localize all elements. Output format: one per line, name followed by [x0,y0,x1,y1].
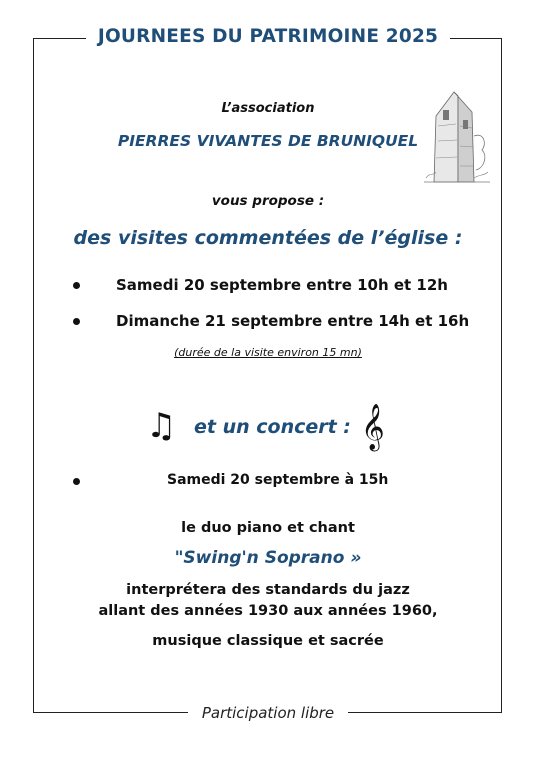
concert-description-line: interprétera des standards du jazz [126,582,410,598]
organization-name: PIERRES VIVANTES DE BRUNIQUEL [117,132,419,150]
bullet-icon [73,478,80,485]
proposes-text: vous propose : [211,193,325,209]
concert-heading-row [0,402,536,452]
concert-heading: et un concert : [194,416,351,438]
performer-intro: le duo piano et chant [181,520,355,536]
concert-description-line: allant des années 1930 aux années 1960, [98,603,438,619]
footer-wrap [0,703,536,723]
bullet-icon [73,318,80,325]
concert-date-text: Samedi 20 septembre à 15h [167,472,389,488]
page-title: JOURNEES DU PATRIMOINE 2025 [86,26,450,47]
music-note-icon: ♫ [146,406,177,446]
visits-heading: des visites commentées de l’église : [73,227,463,249]
participation-label: Participation libre [188,704,348,722]
concert-description-line: musique classique et sacrée [152,633,384,649]
visit-date-text: Dimanche 21 septembre entre 14h et 16h [116,312,470,330]
performer-name: "Swing'n Soprano » [174,548,362,568]
treble-clef-icon: 𝄞 [361,404,385,450]
duration-note-wrap [0,346,536,359]
page-title-wrap [0,26,536,48]
association-label: L’association [221,101,315,116]
visit-date-text: Samedi 20 septembre entre 10h et 12h [116,276,448,294]
duration-note: (durée de la visite environ 15 mn) [174,346,362,359]
bullet-icon [73,282,80,289]
